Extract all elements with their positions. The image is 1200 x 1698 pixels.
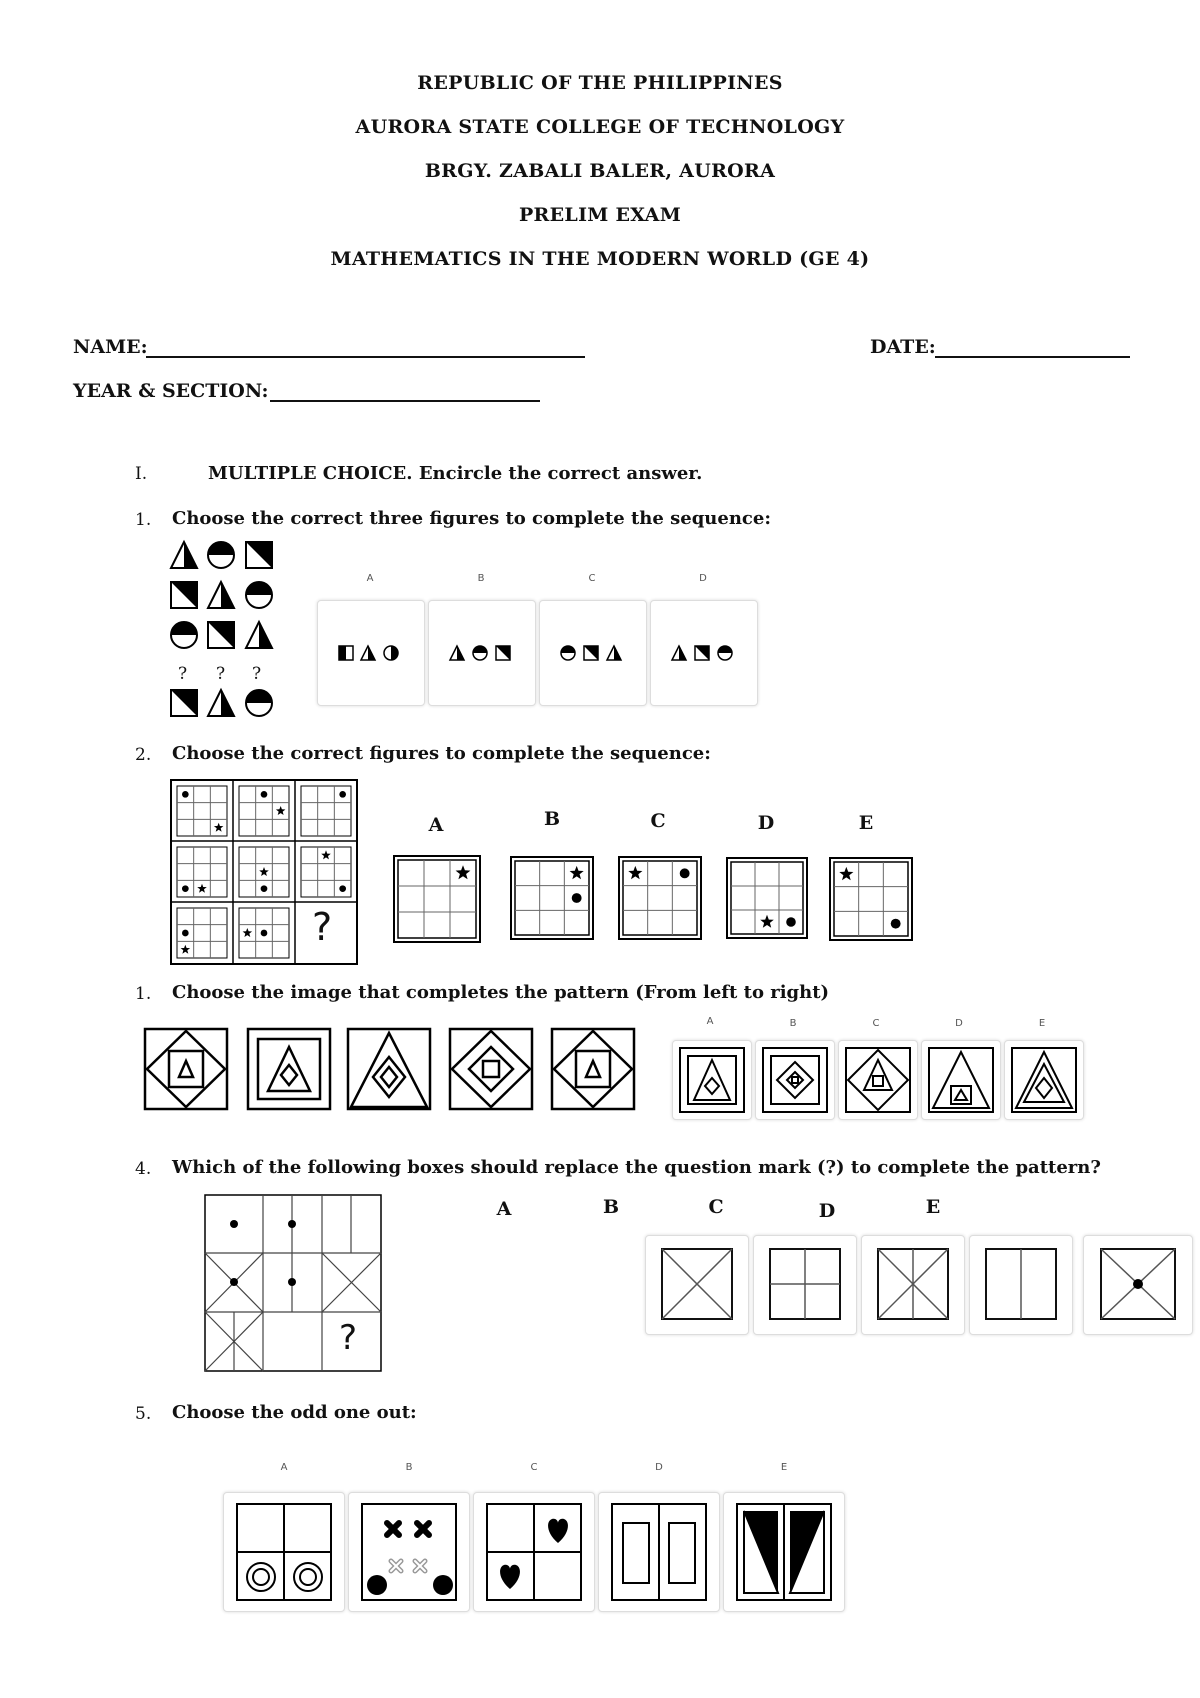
q4-question-mark: ?: [339, 1318, 358, 1358]
section-title: MULTIPLE CHOICE. Encircle the correct answer.: [208, 463, 703, 484]
q5-label-e: E: [780, 1462, 788, 1473]
q4-option-d-figure: [985, 1248, 1057, 1320]
q5-option-d[interactable]: [598, 1492, 720, 1612]
q2-label-b: B: [543, 808, 561, 830]
q2-option-a[interactable]: [394, 856, 480, 942]
q4-option-b[interactable]: [753, 1235, 857, 1335]
q1-qmark-1: ?: [178, 664, 188, 684]
dot-icon: [786, 917, 796, 927]
q2-text: Choose the correct figures to complete the sequence:: [172, 743, 711, 764]
q5-label-d: D: [655, 1462, 663, 1473]
q3-label-d: D: [955, 1018, 963, 1029]
q3-number: 1.: [135, 984, 152, 1004]
q3-text: Choose the image that completes the pattern (From left to right): [172, 982, 830, 1003]
q1-label-b: B: [477, 573, 485, 584]
q5-option-c-figure: [486, 1503, 582, 1601]
q4-option-d[interactable]: [969, 1235, 1073, 1335]
q5-option-e[interactable]: [723, 1492, 845, 1612]
q3-label-b: B: [789, 1018, 797, 1029]
q1-qmark-2: ?: [216, 664, 226, 684]
q4-option-e-figure: [1100, 1248, 1176, 1320]
dot-icon: [891, 919, 901, 929]
q5-option-e-figure: [736, 1503, 832, 1601]
q1-label-c: C: [588, 573, 596, 584]
q5-option-a-figure: [236, 1503, 332, 1601]
section-numeral: I.: [135, 464, 148, 484]
q1-qmark-3: ?: [252, 664, 262, 684]
q5-label-c: C: [530, 1462, 538, 1473]
q1-text: Choose the correct three figures to complete the sequence:: [172, 508, 771, 529]
q2-label-c: C: [650, 810, 666, 832]
q2-option-b[interactable]: [511, 857, 593, 939]
header-exam: PRELIM EXAM: [518, 204, 682, 226]
name-label: NAME:: [73, 336, 148, 358]
year-section-label: YEAR & SECTION:: [73, 380, 269, 402]
q1-label-a: A: [366, 573, 374, 584]
header-address: BRGY. ZABALI BALER, AURORA: [424, 160, 776, 182]
q3-option-d[interactable]: [921, 1040, 1001, 1120]
q3-option-b-figure: [761, 1046, 829, 1114]
q2-question-mark: ?: [312, 905, 333, 949]
q4-number: 4.: [135, 1159, 152, 1179]
q2-option-e[interactable]: [830, 858, 912, 940]
q4-option-a[interactable]: [645, 1235, 749, 1335]
q3-option-a[interactable]: [672, 1040, 752, 1120]
q4-option-e[interactable]: [1083, 1235, 1193, 1335]
q3-option-d-figure: [927, 1046, 995, 1114]
q3-option-e-figure: [1010, 1046, 1078, 1114]
q4-label-c: C: [708, 1196, 724, 1218]
q3-label-a: A: [706, 1016, 714, 1027]
q3-label-c: C: [872, 1018, 880, 1029]
q4-option-a-figure: [661, 1248, 733, 1320]
dot-icon: [572, 893, 582, 903]
q3-option-c-figure: [844, 1046, 912, 1114]
q5-label-a: A: [280, 1462, 288, 1473]
q5-option-a[interactable]: [223, 1492, 345, 1612]
q2-option-c[interactable]: [619, 857, 701, 939]
date-label: DATE:: [870, 336, 936, 358]
q3-option-c[interactable]: [838, 1040, 918, 1120]
dot-icon: [680, 868, 690, 878]
q4-label-d: D: [818, 1200, 836, 1222]
header-college: AURORA STATE COLLEGE OF TECHNOLOGY: [355, 116, 845, 138]
q5-number: 5.: [135, 1404, 152, 1424]
q5-label-b: B: [405, 1462, 413, 1473]
q2-label-e: E: [858, 812, 874, 834]
q4-label-e: E: [925, 1196, 941, 1218]
header-subject: MATHEMATICS IN THE MODERN WORLD (GE 4): [330, 248, 870, 270]
q5-option-d-figure: [611, 1503, 707, 1601]
q5-option-b-figure: [361, 1503, 457, 1601]
q2-label-a: A: [428, 814, 444, 836]
header-republic: REPUBLIC OF THE PHILIPPINES: [417, 72, 783, 94]
q1-label-d: D: [699, 573, 707, 584]
q5-text: Choose the odd one out:: [172, 1402, 417, 1423]
q4-label-b: B: [602, 1196, 620, 1218]
q3-option-b[interactable]: [755, 1040, 835, 1120]
q5-option-b[interactable]: [348, 1492, 470, 1612]
q3-option-a-figure: [678, 1046, 746, 1114]
q4-label-a: A: [496, 1198, 512, 1220]
q3-label-e: E: [1038, 1018, 1046, 1029]
q4-text: Which of the following boxes should replace the question mark (?) to complete the pattern?: [172, 1157, 1101, 1178]
q2-label-d: D: [757, 812, 775, 834]
q2-option-d[interactable]: [727, 858, 807, 938]
q4-option-b-figure: [769, 1248, 841, 1320]
q3-option-e[interactable]: [1004, 1040, 1084, 1120]
q2-number: 2.: [135, 745, 152, 765]
q4-option-c-figure: [877, 1248, 949, 1320]
q4-option-c[interactable]: [861, 1235, 965, 1335]
q5-option-c[interactable]: [473, 1492, 595, 1612]
q1-number: 1.: [135, 510, 152, 530]
q3-pattern-figure: [144, 1027, 634, 1113]
